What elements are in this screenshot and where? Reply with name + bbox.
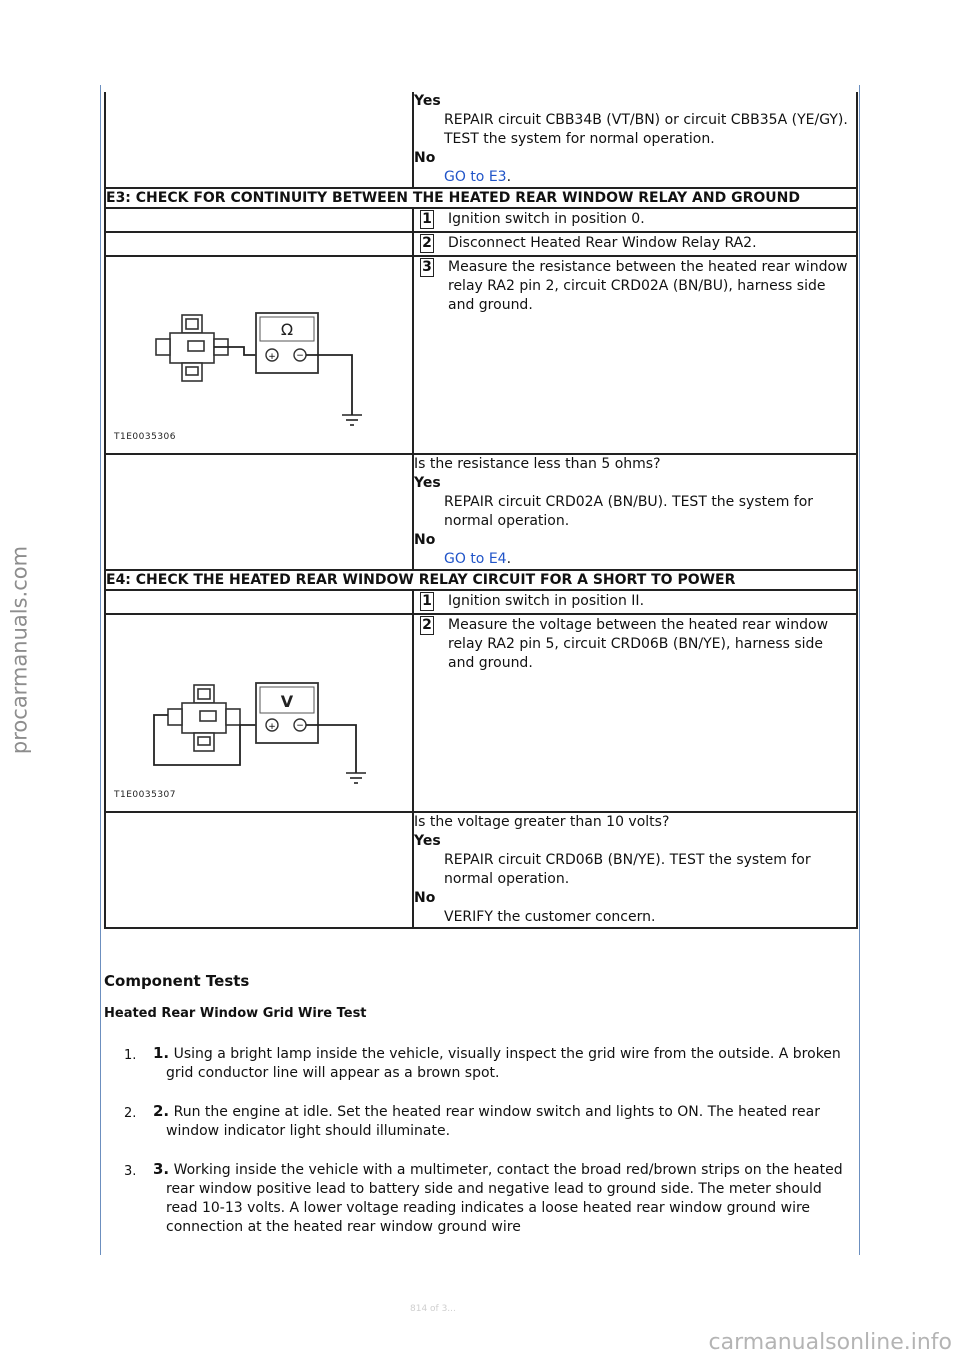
ground-symbol — [342, 415, 362, 425]
volt-symbol: V — [280, 692, 294, 711]
e4-step-2-row — [105, 614, 857, 812]
e3-step-1-row — [105, 208, 857, 232]
e3-title: E3: CHECK FOR CONTINUITY BETWEEN THE HEATED REAR WINDOW RELAY AND GROUND — [105, 188, 857, 208]
yes-label: Yes — [414, 475, 441, 491]
e3-resistance-diagram — [106, 257, 412, 453]
diagnostic-steps-table — [104, 92, 858, 929]
e4-title: E4: CHECK THE HEATED REAR WINDOW RELAY CIRCUIT FOR A SHORT TO POWER — [105, 570, 857, 590]
yes-text: REPAIR circuit CBB34B (VT/BN) or circuit CBB35A (YE/GY). TEST the system for normal operation. — [444, 112, 848, 147]
top-answer-row — [105, 92, 857, 188]
yes-label: Yes — [414, 833, 441, 849]
svg-text:−: − — [296, 351, 304, 361]
svg-text:+: + — [268, 722, 276, 732]
e4-step-2: 2 Measure the voltage between the heated rear window relay RA2 pin 5, circuit CRD06B (BN/YE), harness side and ground. — [414, 615, 856, 675]
component-tests-heading: Component Tests — [104, 972, 250, 990]
e4-answer-row — [105, 812, 857, 928]
voltmeter-circuit-figure — [106, 615, 410, 811]
footer-watermark: carmanualsonline.info — [708, 1330, 952, 1355]
go-to-e3-link[interactable]: GO to E3 — [444, 169, 507, 185]
e3-header-row — [105, 188, 857, 208]
e4-step-1: 1 Ignition switch in position II. — [414, 591, 856, 613]
e3-step-3: 3 Measure the resistance between the heated rear window relay RA2 pin 2, circuit CRD02A (BN/BU), harness side and ground. — [414, 257, 856, 317]
e3-step-3-row — [105, 256, 857, 454]
e4-step-1-row — [105, 590, 857, 614]
no-label: No — [414, 890, 436, 906]
no-label: No — [414, 150, 436, 166]
yes-text: REPAIR circuit CRD02A (BN/BU). TEST the system for normal operation. — [444, 494, 814, 529]
grid-wire-test-steps — [104, 1044, 856, 1256]
e4-header-row — [105, 570, 857, 590]
left-margin-rule — [100, 85, 101, 1255]
figure-caption: T1E0035307 — [114, 790, 176, 800]
yes-text: REPAIR circuit CRD06B (BN/YE). TEST the system for normal operation. — [444, 852, 811, 887]
svg-text:−: − — [296, 721, 304, 731]
ground-symbol — [346, 773, 366, 783]
e4-question: Is the voltage greater than 10 volts? — [414, 814, 670, 830]
e3-step-2: 2 Disconnect Heated Rear Window Relay RA2. — [414, 233, 856, 255]
e3-question: Is the resistance less than 5 ohms? — [414, 456, 661, 472]
no-label: No — [414, 532, 436, 548]
e3-step-2-row — [105, 232, 857, 256]
list-item: 1. 1. Using a bright lamp inside the vehicle, visually inspect the grid wire from the outside. A broken grid conductor line will appear as a brown spot. — [124, 1044, 841, 1081]
right-margin-rule — [859, 85, 860, 1255]
side-watermark: procarmanuals.com — [7, 545, 32, 755]
svg-text:+: + — [268, 352, 276, 362]
e3-answer-row: Is the resistance less than 5 ohms? Yes REPAIR circuit CRD02A (BN/BU). TEST the system for normal operation. No GO to E4. — [105, 454, 857, 570]
go-to-e4-link[interactable]: GO to E4 — [444, 551, 507, 567]
ohm-symbol: Ω — [280, 320, 294, 339]
grid-wire-test-heading: Heated Rear Window Grid Wire Test — [104, 1006, 367, 1021]
page-number: 814 of 3... — [410, 1304, 456, 1314]
top-answer-cell: Yes REPAIR circuit CBB34B (VT/BN) or circuit CBB35A (YE/GY). TEST the system for normal operation. No GO to E3. — [413, 92, 857, 188]
e4-voltage-diagram — [106, 615, 412, 811]
list-item: 3. 3. Working inside the vehicle with a multimeter, contact the broad red/brown strips on the heated rear window positive lead to battery side and negative lead to ground side. The meter should read 10-13 volts. A lower voltage reading indicates a loose heated rear window ground wire connection at the heated rear window ground wire — [124, 1160, 843, 1235]
ohmmeter-circuit-figure — [106, 257, 410, 453]
e3-step-1: 1 Ignition switch in position 0. — [414, 209, 856, 231]
figure-caption: T1E0035306 — [114, 432, 176, 442]
yes-label: Yes — [414, 93, 441, 109]
list-item: 2. 2. Run the engine at idle. Set the heated rear window switch and lights to ON. The heated rear window indicator light should illuminate. — [124, 1102, 820, 1139]
no-text: VERIFY the customer concern. — [444, 909, 656, 925]
